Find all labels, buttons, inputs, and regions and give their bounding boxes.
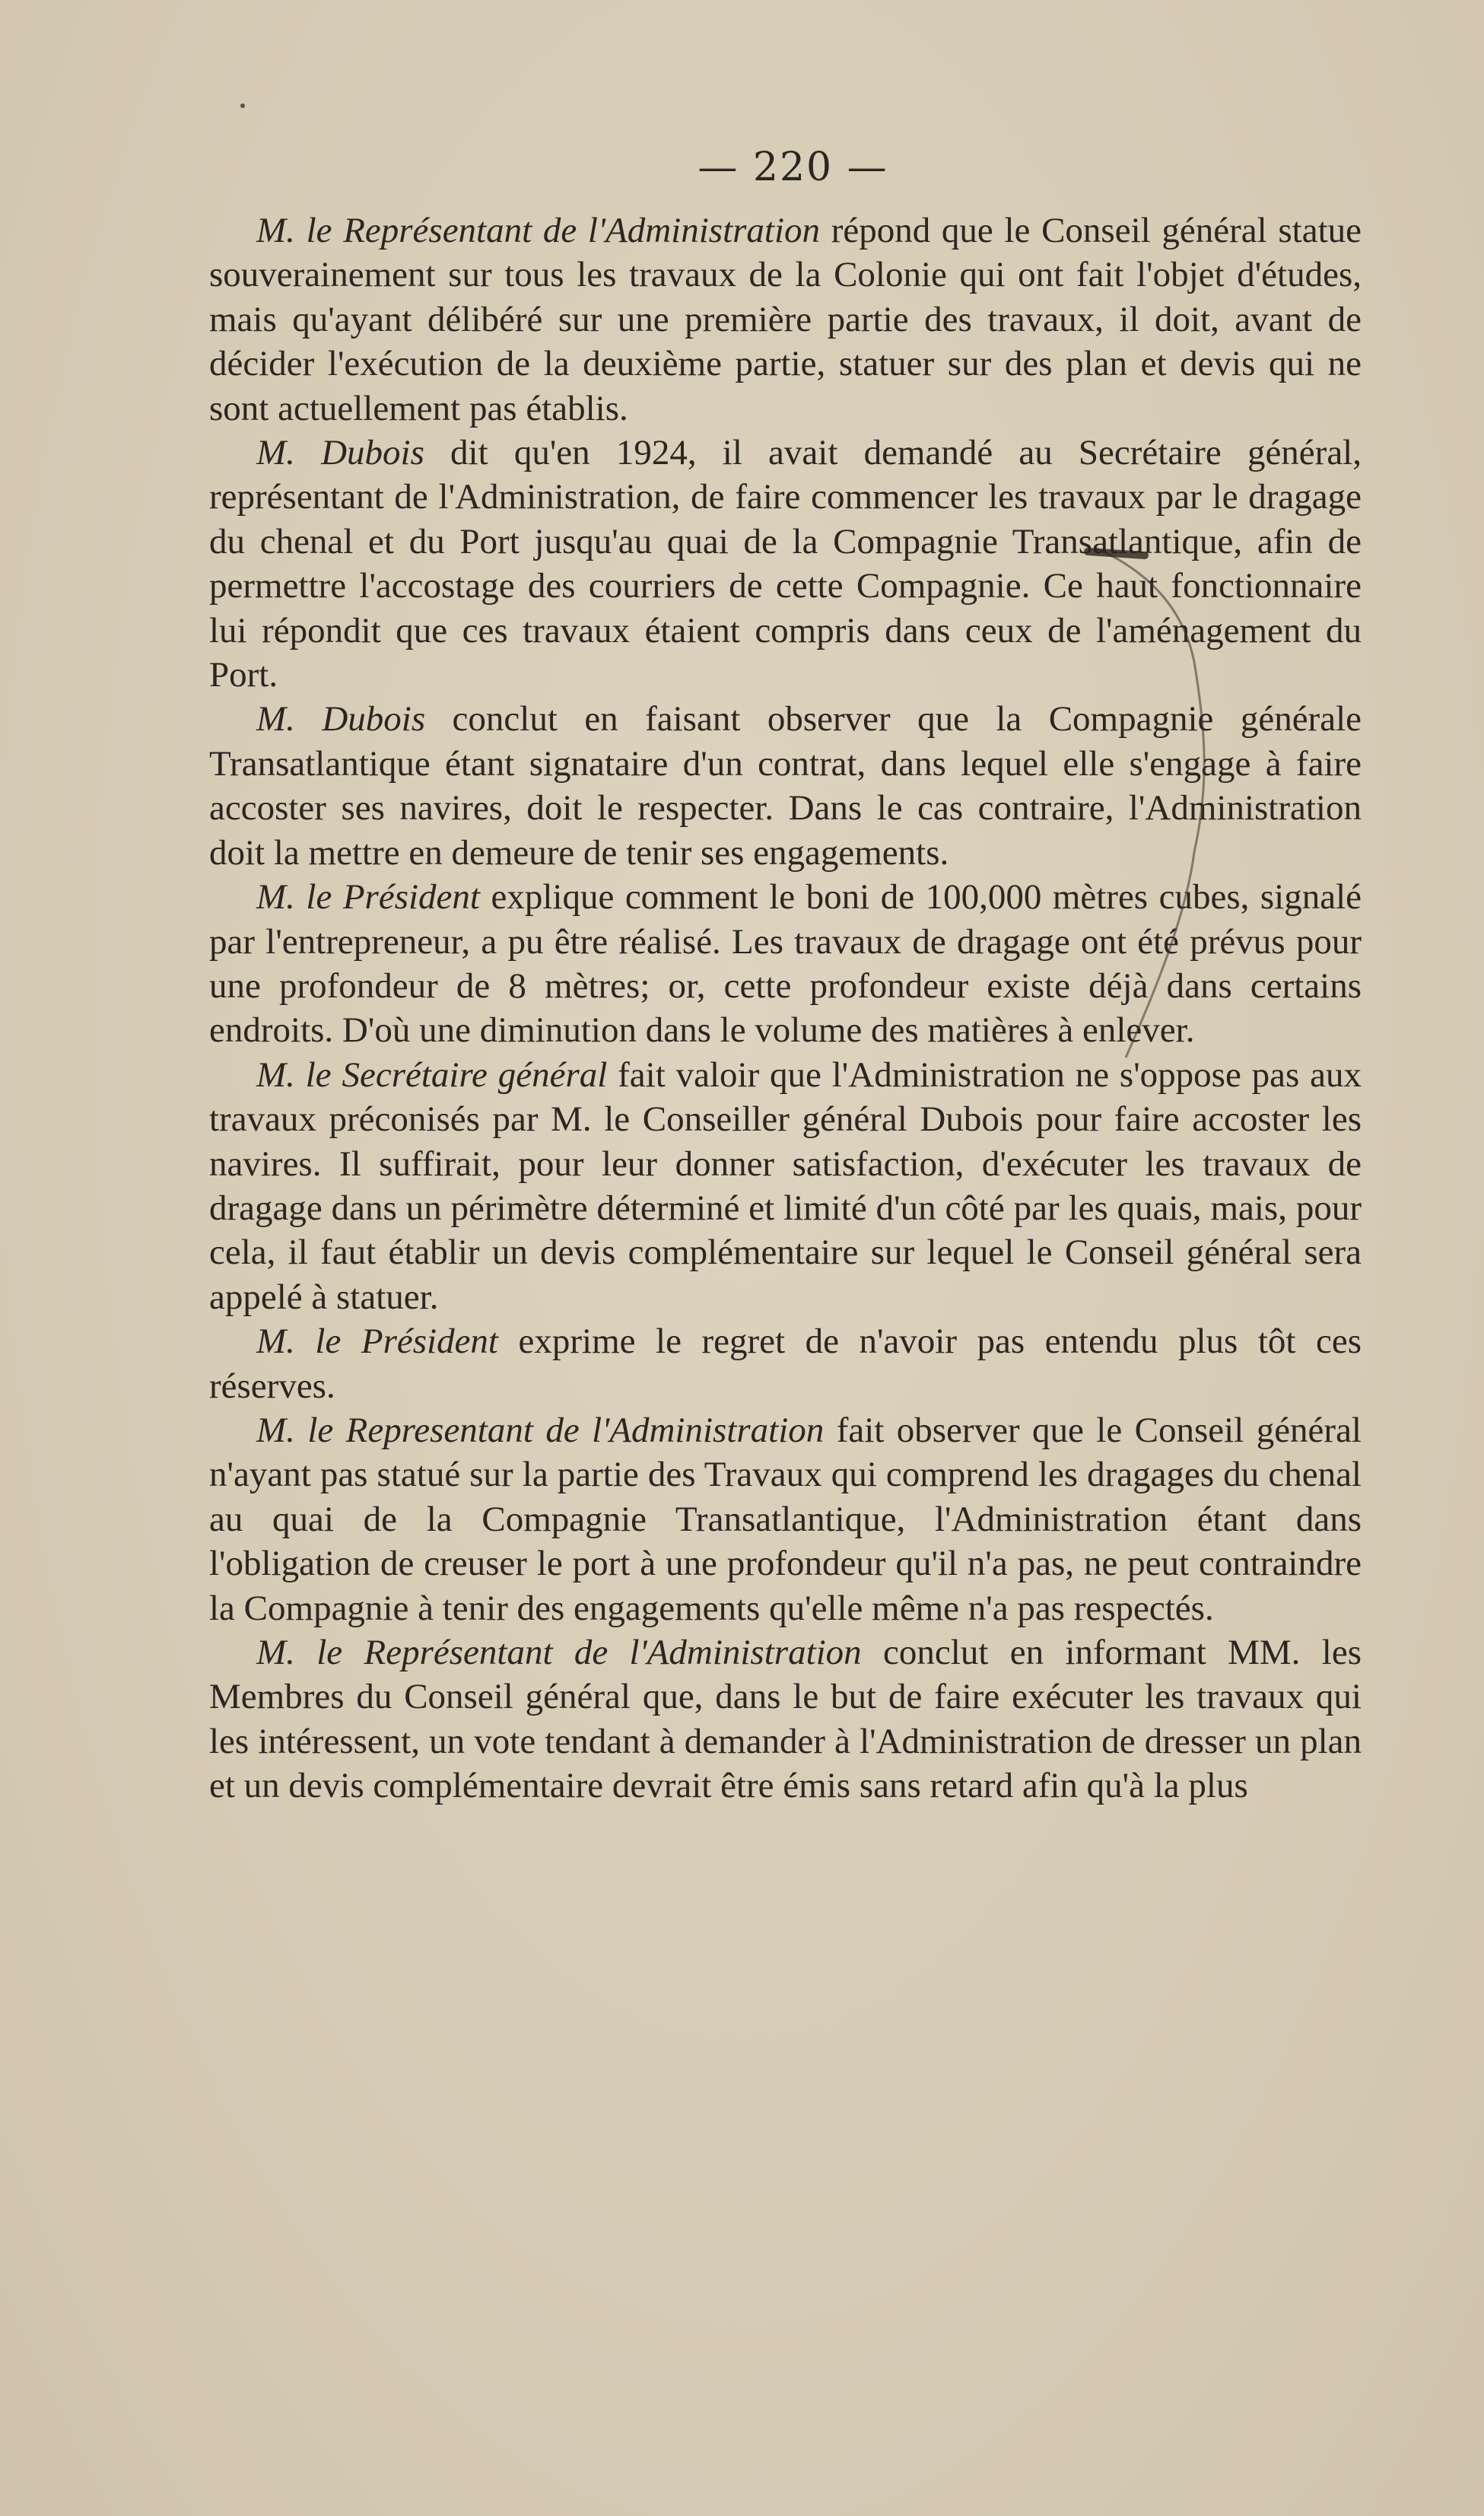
- speaker-name: M. le Secrétaire général: [256, 1054, 608, 1095]
- speaker-name: M. le Représentant de l'Administration: [256, 1633, 862, 1672]
- paragraph-text: fait observer que le Conseil général n'ayant pas statué sur la partie des Travaux qui comprend les dragages du chenal au quai de la Compagnie Transatlantique, l'Administration étant dans l'obligation de creuser le port à une profondeur qu'il n'a pas, ne peut contraindre la Compagnie à tenir des engagements qu'elle même n'a pas respectés.: [209, 1410, 1362, 1628]
- paragraph-text: conclut en informant MM. les Membres du Conseil général que, dans le but de faire exécuter les travaux qui les intéressent, un vote tendant à demander à l'Administration de dresser un plan et un devis complémentaire devrait être émis sans retard afin qu'à la plus: [209, 1633, 1362, 1806]
- paragraph: [209, 431, 1362, 697]
- speaker-name: M. le Représentant de l'Administration: [256, 211, 821, 250]
- paragraph-text: exprime le regret de n'avoir pas entendu plus tôt ces réserves.: [209, 1322, 1362, 1406]
- paragraph: [209, 1053, 1362, 1319]
- paragraph: [209, 697, 1362, 875]
- page-body: [209, 208, 1362, 1808]
- paragraph: [209, 1630, 1362, 1808]
- speaker-name: M. le Président: [256, 1322, 498, 1362]
- paragraph: [209, 1408, 1362, 1630]
- speaker-name: M. le Président: [256, 877, 480, 918]
- paragraph-text: conclut en faisant observer que la Compagnie générale Transatlantique étant signataire d'un contrat, dans lequel elle s'engage à faire accoster ses navires, doit le respecter. Dans le cas contraire, l'Administration doit la mettre en demeure de tenir ses engagements.: [209, 699, 1362, 873]
- speaker-name: M. Dubois: [256, 433, 424, 473]
- speaker-name: M. le Representant de l'Administration: [256, 1410, 825, 1450]
- page-number: — 220 —: [698, 145, 888, 190]
- paragraph-text: répond que le Conseil général statue souverainement sur tous les travaux de la Colonie qui ont fait l'objet d'études, mais qu'ayant délibéré sur une première partie des travaux, il doit, avant de décider l'exécution de la deuxième partie, statuer sur des plan et devis qui ne sont actuellement pas établis.: [209, 211, 1362, 428]
- paragraph: [209, 875, 1362, 1053]
- paragraph-text: explique comment le boni de 100,000 mètres cubes, signalé par l'entrepreneur, a pu être réalisé. Les travaux de dragage ont été prévus pour une profondeur de 8 mètres; or, cette profondeur existe déjà dans certains endroits. D'où une diminution dans le volume des matières à enlever.: [209, 877, 1362, 1051]
- paragraph-text: dit qu'en 1924, il avait demandé au Secrétaire général, représentant de l'Administration, de faire commencer les travaux par le dragage du chenal et du Port jusqu'au quai de la Compagnie Transatlantique, afin de permettre l'accostage des courriers de cette Compagnie. Ce haut fonctionnaire lui répondit que ces travaux étaient compris dans ceux de l'aménagement du Port.: [209, 433, 1362, 695]
- paragraph: [209, 1319, 1362, 1408]
- paragraph-text: fait valoir que l'Administration ne s'oppose pas aux travaux préconisés par M. le Conseiller général Dubois pour faire accoster les navires. Il suffirait, pour leur donner satisfaction, d'exécuter les travaux de dragage dans un périmètre déterminé et limité d'un côté par les quais, mais, pour cela, il faut établir un devis complémentaire sur lequel le Conseil général sera appelé à statuer.: [209, 1054, 1362, 1317]
- ink-speck: [240, 103, 245, 108]
- speaker-name: M. Dubois: [256, 699, 426, 740]
- paragraph: [209, 208, 1362, 431]
